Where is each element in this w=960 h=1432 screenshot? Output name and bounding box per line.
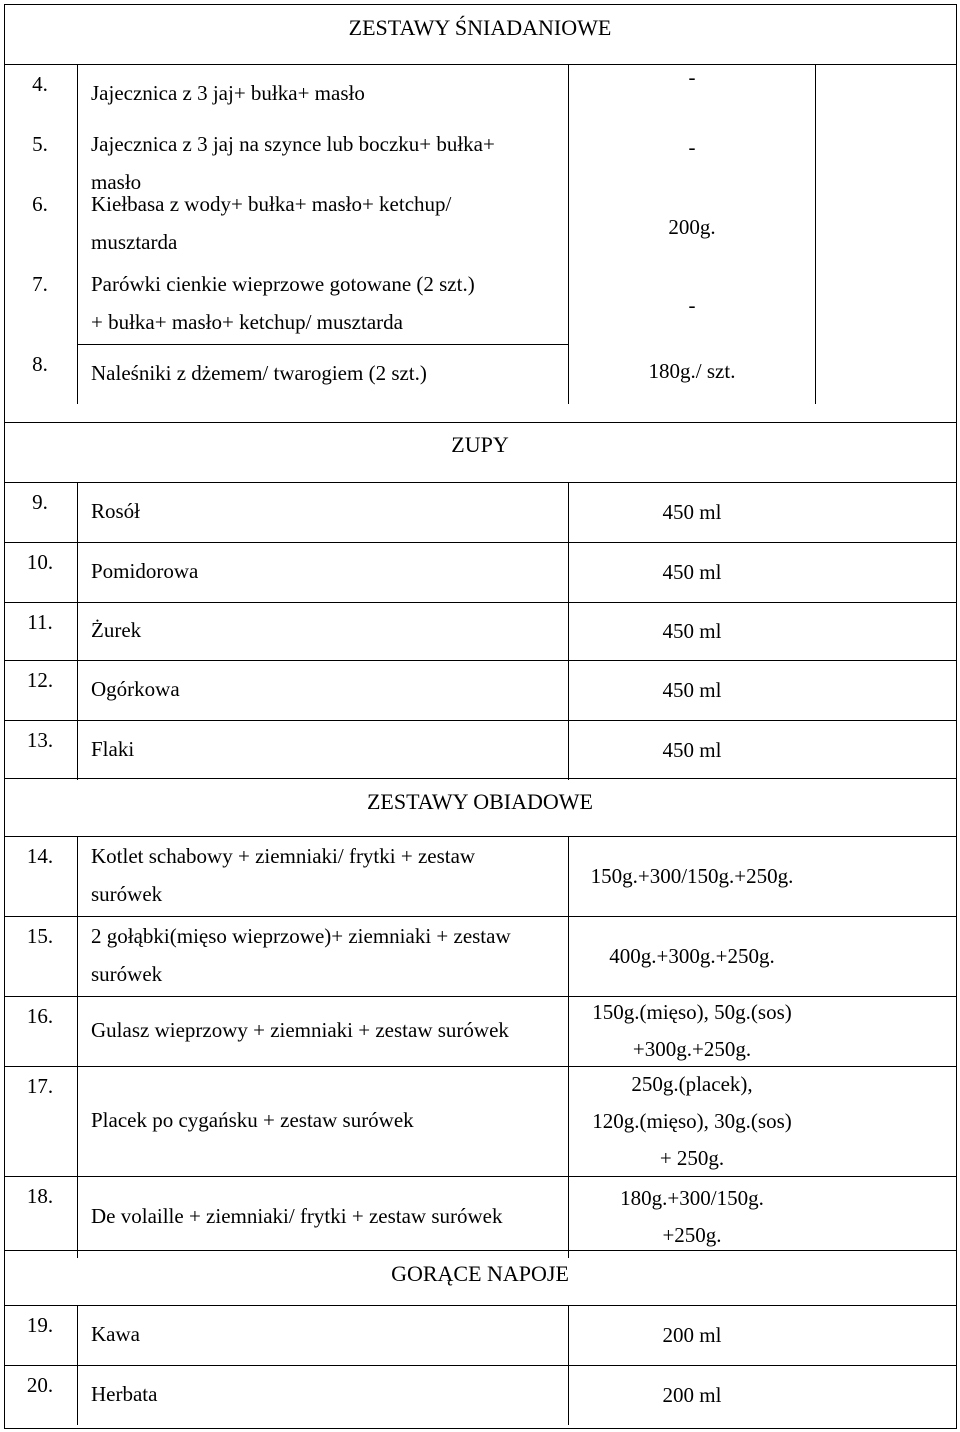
item-portion: 200 ml: [662, 1383, 722, 1407]
table-border: [77, 482, 78, 780]
table-border: [77, 344, 569, 345]
item-name: masło: [91, 170, 142, 194]
table-border: [77, 64, 78, 404]
item-portion: 180g.+300/150g.: [620, 1186, 764, 1210]
item-number: 15.: [26, 924, 54, 948]
item-number: 16.: [26, 1004, 54, 1028]
table-border: [4, 720, 957, 721]
item-portion: 200 ml: [662, 1323, 722, 1347]
table-border: [77, 836, 78, 1258]
table-border: [815, 64, 816, 404]
item-portion: 450 ml: [662, 500, 722, 524]
item-portion: 120g.(mięso), 30g.(sos): [592, 1109, 792, 1133]
item-portion: 180g./ szt.: [648, 359, 736, 383]
item-number: 12.: [26, 668, 54, 692]
item-portion: -: [688, 293, 696, 317]
table-border: [4, 422, 957, 423]
item-name: Placek po cygańsku + zestaw surówek: [91, 1108, 414, 1132]
item-portion: 450 ml: [662, 738, 722, 762]
item-name: Parówki cienkie wieprzowe gotowane (2 szt.): [91, 272, 475, 296]
table-border: [4, 1428, 957, 1429]
item-number: 13.: [26, 728, 54, 752]
table-border: [4, 660, 957, 661]
item-number: 11.: [27, 610, 53, 634]
item-portion: 200g.: [668, 215, 716, 239]
table-border: [4, 778, 957, 779]
item-portion: 400g.+300g.+250g.: [609, 944, 775, 968]
table-border: [4, 542, 957, 543]
item-name: surówek: [91, 882, 163, 906]
section-title: ZESTAWY ŚNIADANIOWE: [348, 15, 612, 40]
item-name: musztarda: [91, 230, 178, 254]
item-name: De volaille + ziemniaki/ frytki + zestaw surówek: [91, 1204, 503, 1228]
table-border: [4, 1250, 957, 1251]
item-name: Pomidorowa: [91, 559, 199, 583]
item-number: 17.: [26, 1074, 54, 1098]
item-number: 7.: [32, 272, 48, 296]
item-name: + bułka+ masło+ ketchup/ musztarda: [91, 310, 403, 334]
item-name: Jajecznica z 3 jaj na szynce lub boczku+ bułka+: [91, 132, 495, 156]
table-border: [4, 482, 957, 483]
section-title: GORĄCE NAPOJE: [391, 1261, 569, 1286]
item-portion: 150g.+300/150g.+250g.: [590, 864, 794, 888]
table-border: [568, 482, 569, 780]
item-number: 5.: [32, 132, 48, 156]
item-name: Ogórkowa: [91, 677, 180, 701]
table-border: [568, 64, 569, 404]
item-number: 19.: [26, 1313, 54, 1337]
table-border: [4, 1365, 957, 1366]
table-border: [4, 4, 5, 1428]
item-portion: +250g.: [662, 1223, 722, 1247]
table-border: [4, 916, 957, 917]
item-name: Kotlet schabowy + ziemniaki/ frytki + zestaw: [91, 844, 476, 868]
table-border: [568, 836, 569, 1258]
item-number: 6.: [32, 192, 48, 216]
table-border: [4, 4, 957, 5]
item-portion: 450 ml: [662, 560, 722, 584]
item-name: Rosół: [91, 499, 141, 523]
item-portion: 450 ml: [662, 678, 722, 702]
item-name: surówek: [91, 962, 163, 986]
item-portion: + 250g.: [659, 1146, 725, 1170]
item-name: Jajecznica z 3 jaj+ bułka+ masło: [91, 81, 365, 105]
table-border: [4, 996, 957, 997]
item-number: 20.: [26, 1373, 54, 1397]
item-number: 10.: [26, 550, 54, 574]
table-border: [4, 1176, 957, 1177]
item-name: Herbata: [91, 1382, 158, 1406]
item-portion: 150g.(mięso), 50g.(sos): [592, 1000, 792, 1024]
table-border: [4, 1305, 957, 1306]
item-name: Żurek: [91, 618, 142, 642]
item-portion: 250g.(placek),: [631, 1072, 753, 1096]
table-border: [4, 836, 957, 837]
item-number: 8.: [32, 352, 48, 376]
section-title: ZUPY: [451, 432, 509, 457]
item-name: Naleśniki z dżemem/ twarogiem (2 szt.): [91, 361, 427, 385]
table-border: [4, 1066, 957, 1067]
item-name: Kiełbasa z wody+ bułka+ masło+ ketchup/: [91, 192, 452, 216]
item-portion: +300g.+250g.: [632, 1037, 752, 1061]
item-portion: -: [688, 135, 696, 159]
item-number: 9.: [32, 490, 48, 514]
item-number: 4.: [32, 72, 48, 96]
section-title: ZESTAWY OBIADOWE: [366, 789, 594, 814]
item-number: 14.: [26, 844, 54, 868]
table-border: [4, 602, 957, 603]
item-portion: 450 ml: [662, 619, 722, 643]
table-border: [956, 4, 957, 1428]
item-number: 18.: [26, 1184, 54, 1208]
item-name: Flaki: [91, 737, 135, 761]
item-name: Kawa: [91, 1322, 140, 1346]
item-name: Gulasz wieprzowy + ziemniaki + zestaw surówek: [91, 1018, 509, 1042]
item-portion: -: [688, 65, 696, 89]
item-name: 2 gołąbki(mięso wieprzowe)+ ziemniaki + zestaw: [91, 924, 511, 948]
